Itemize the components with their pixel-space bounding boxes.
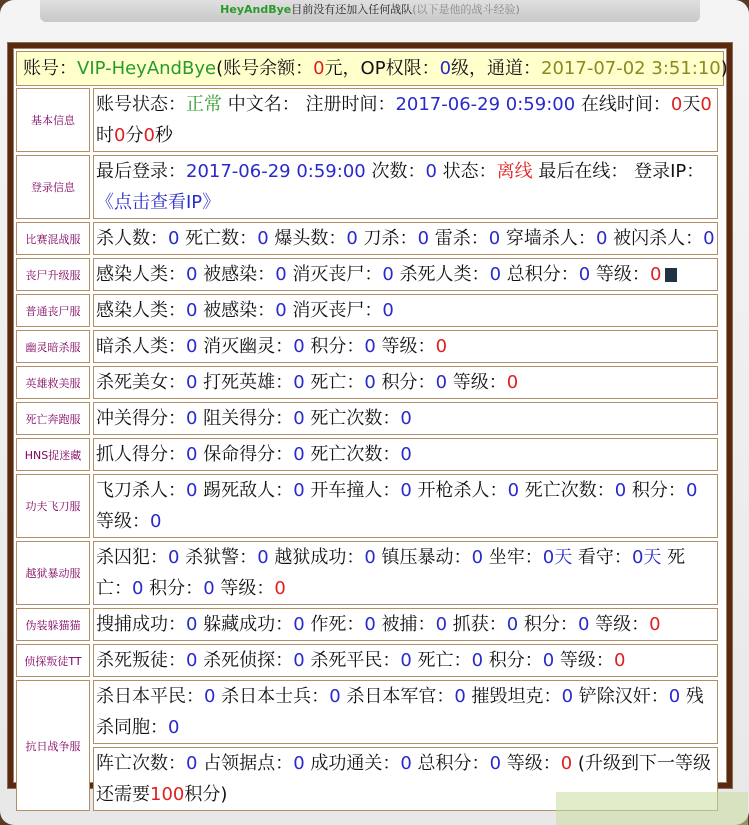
stat-text: 0 bbox=[613, 650, 626, 671]
stat-text: 消灭丧尸： bbox=[286, 264, 383, 285]
stat-text: 爆头数： bbox=[268, 228, 347, 249]
stat-text: 账号： bbox=[23, 58, 77, 79]
stat-text: 躲藏成功： bbox=[197, 614, 294, 635]
server-stats bbox=[93, 644, 718, 677]
stat-text: 0 bbox=[168, 547, 180, 568]
stat-text: 0 bbox=[186, 753, 198, 774]
server-stats bbox=[93, 330, 718, 363]
stat-text: 账号状态： bbox=[96, 94, 186, 115]
stat-text: 0 bbox=[257, 228, 269, 249]
team-status-bar bbox=[40, 0, 700, 22]
stat-text: 0 bbox=[275, 264, 287, 285]
stat-text: 0 bbox=[668, 686, 681, 707]
stat-text: 打死英雄： bbox=[197, 372, 294, 393]
stat-text: 消灭丧尸： bbox=[286, 300, 383, 321]
server-label: 英雄救美服 bbox=[16, 366, 90, 399]
stat-text: 0 bbox=[425, 161, 437, 182]
stat-text: 0 bbox=[168, 717, 180, 738]
player-model-icon bbox=[665, 268, 677, 282]
stat-text: 0 bbox=[293, 480, 305, 501]
stat-text: 踢死敌人： bbox=[197, 480, 294, 501]
stat-text: 0 bbox=[274, 578, 286, 599]
stat-text: 0 bbox=[542, 650, 555, 671]
stat-text: 积分： bbox=[483, 650, 543, 671]
stat-text: 0 bbox=[400, 408, 412, 429]
stat-text: 0 bbox=[293, 408, 305, 429]
stat-text: 0 bbox=[114, 125, 126, 146]
stat-text: 消灭幽灵： bbox=[197, 336, 294, 357]
stat-text: 天 bbox=[682, 94, 701, 115]
server-label: 普通丧尸服 bbox=[16, 294, 90, 327]
stat-text: 0 bbox=[506, 372, 519, 393]
stats-frame bbox=[7, 42, 733, 805]
team-status: 目前没有还加入任何战队 bbox=[291, 3, 413, 16]
table-row bbox=[16, 541, 718, 605]
stat-text: 搜捕成功： bbox=[96, 614, 186, 635]
table-row bbox=[16, 680, 718, 744]
stat-text: 0 bbox=[577, 614, 590, 635]
stats-table bbox=[13, 85, 721, 814]
stat-text: 0 bbox=[364, 547, 376, 568]
table-row bbox=[16, 474, 718, 538]
stat-text: 0天 bbox=[542, 547, 573, 568]
stat-text: 0 bbox=[186, 300, 198, 321]
stat-text: 0 bbox=[471, 650, 484, 671]
server-stats bbox=[93, 541, 718, 605]
stat-text: 冲关得分： bbox=[96, 408, 186, 429]
stat-text: VIP-HeyAndBye bbox=[77, 58, 217, 79]
table-row bbox=[16, 608, 718, 641]
stat-text: 0 bbox=[186, 480, 198, 501]
stat-text: 0 bbox=[382, 300, 394, 321]
table-row bbox=[16, 644, 718, 677]
stat-text: 0 bbox=[364, 614, 376, 635]
stat-text: 0 bbox=[346, 228, 358, 249]
stat-text: 被感染： bbox=[197, 264, 276, 285]
stat-text: 杀死美女： bbox=[96, 372, 186, 393]
stat-text: 0 bbox=[382, 264, 394, 285]
server-label: 登录信息 bbox=[16, 155, 90, 219]
stat-text: 阻关得分： bbox=[197, 408, 294, 429]
server-label: 比赛混战服 bbox=[16, 222, 90, 255]
stat-text: 抓人得分： bbox=[96, 444, 186, 465]
server-stats bbox=[93, 438, 718, 471]
stat-text: 中文名： 注册时间： bbox=[222, 94, 396, 115]
stat-text: 0 bbox=[186, 444, 198, 465]
stat-text: 感染人类： bbox=[96, 264, 186, 285]
server-stats bbox=[93, 294, 718, 327]
stat-text: 0 bbox=[649, 614, 661, 635]
stat-text: 最后在线： 登录IP： bbox=[532, 161, 705, 182]
stat-text: 杀死侦探： bbox=[197, 650, 294, 671]
stat-text: 暗杀人类： bbox=[96, 336, 186, 357]
stat-text: 0 bbox=[454, 686, 466, 707]
stat-text: 正常 bbox=[186, 94, 222, 115]
stat-text: 积分： bbox=[375, 372, 436, 393]
stat-text: 死亡： bbox=[96, 547, 686, 599]
stat-text: 0 bbox=[703, 228, 715, 249]
stat-text: 0 bbox=[595, 228, 608, 249]
stat-text: 0 bbox=[204, 686, 216, 707]
stat-text: 杀日本军官： bbox=[340, 686, 455, 707]
stat-text: 0 bbox=[506, 614, 519, 635]
stat-text: 作死： bbox=[304, 614, 365, 635]
stat-text: 0 bbox=[400, 753, 412, 774]
stat-text: 成功通关： bbox=[304, 753, 401, 774]
stat-text: 0 bbox=[293, 372, 305, 393]
server-label: 幽灵暗杀服 bbox=[16, 330, 90, 363]
stat-text: 离线 bbox=[496, 161, 533, 182]
stat-text: 0 bbox=[417, 228, 430, 249]
stat-text: 0 bbox=[186, 372, 198, 393]
stat-text: 杀囚犯： bbox=[96, 547, 168, 568]
server-label: 丧尸升级服 bbox=[16, 258, 90, 291]
stat-text: 0 bbox=[560, 753, 573, 774]
server-label: 抗日战争服 bbox=[16, 680, 90, 811]
stat-text: 0 bbox=[700, 94, 712, 115]
stat-text: 0 bbox=[685, 480, 698, 501]
stat-text: 死亡： bbox=[304, 372, 365, 393]
server-label: 基本信息 bbox=[16, 88, 90, 152]
server-stats bbox=[93, 402, 718, 435]
stat-text: 0 bbox=[670, 94, 683, 115]
stat-text: 杀死叛徒： bbox=[96, 650, 186, 671]
server-stats bbox=[93, 474, 718, 538]
stat-text: 0 bbox=[439, 58, 452, 79]
stat-text: 镇压暴动： bbox=[375, 547, 472, 568]
stat-text: 0 bbox=[293, 444, 305, 465]
stat-text: 杀狱警： bbox=[179, 547, 258, 568]
table-row bbox=[16, 222, 718, 255]
table-row bbox=[16, 155, 718, 219]
stat-text: 2017-06-29 0:59:00 bbox=[395, 94, 576, 115]
stat-text: 杀死人类： bbox=[393, 264, 490, 285]
stat-text: 分 bbox=[125, 125, 144, 146]
stat-text: 开枪杀人： bbox=[411, 480, 508, 501]
stat-text: 保命得分： bbox=[197, 444, 294, 465]
stat-text: 0 bbox=[275, 300, 287, 321]
stat-text: 元，OP权限： bbox=[324, 58, 440, 79]
stat-text: 积分) bbox=[184, 784, 228, 805]
table-row bbox=[16, 258, 718, 291]
stat-text: 越狱成功： bbox=[268, 547, 365, 568]
stat-text: 级，通道： bbox=[451, 58, 542, 79]
stat-text: 秒 bbox=[154, 125, 173, 146]
stat-text: 100 bbox=[150, 784, 185, 805]
account-header bbox=[16, 51, 728, 86]
server-stats bbox=[93, 222, 718, 255]
stat-text: 被闪杀人： bbox=[607, 228, 704, 249]
server-label: 伪装躲猫猫 bbox=[16, 608, 90, 641]
stat-text: 0天 bbox=[631, 547, 662, 568]
stat-text: 穿墙杀人： bbox=[500, 228, 596, 249]
stat-text: 0 bbox=[132, 578, 144, 599]
stat-text: 残杀同胞： bbox=[96, 686, 704, 738]
stat-text: 等级： bbox=[589, 614, 650, 635]
stat-text: 0 bbox=[313, 58, 325, 79]
stat-text: 0 bbox=[507, 480, 520, 501]
stat-text: 0 bbox=[143, 125, 155, 146]
stat-text: 0 bbox=[578, 264, 591, 285]
server-stats bbox=[93, 608, 718, 641]
stat-text: ) bbox=[720, 58, 728, 79]
stat-text: 死亡次数： bbox=[304, 444, 401, 465]
stat-text: 0 bbox=[203, 578, 215, 599]
stat-text: 总积分： bbox=[411, 753, 490, 774]
stat-text: 坐牢： bbox=[483, 547, 543, 568]
stat-text: 0 bbox=[488, 228, 501, 249]
stat-text: 0 bbox=[435, 372, 448, 393]
stat-text: 总积分： bbox=[501, 264, 579, 285]
team-note: (以下是他的战斗经验) bbox=[412, 3, 520, 16]
stat-text: 死亡数： bbox=[179, 228, 258, 249]
stat-text: 积分： bbox=[626, 480, 686, 501]
stat-text: 等级： bbox=[501, 753, 561, 774]
stat-text: 0 bbox=[293, 614, 305, 635]
stat-text: 0 bbox=[293, 336, 305, 357]
stat-text: 0 bbox=[561, 686, 574, 707]
stat-text: 杀日本士兵： bbox=[215, 686, 330, 707]
stat-text: 死亡： bbox=[411, 650, 472, 671]
stat-text: 等级： bbox=[375, 336, 436, 357]
stat-text: 积分： bbox=[518, 614, 578, 635]
table-row bbox=[16, 330, 718, 363]
stat-text: 等级： bbox=[447, 372, 507, 393]
server-stats bbox=[93, 680, 718, 744]
stat-text: 0 bbox=[471, 547, 484, 568]
stat-text: 在线时间： bbox=[575, 94, 671, 115]
stat-text: 雷杀： bbox=[429, 228, 489, 249]
stat-text: 0 bbox=[364, 336, 376, 357]
stat-text: 等级： bbox=[590, 264, 650, 285]
stat-text: 等级： bbox=[554, 650, 614, 671]
stat-text: 阵亡次数： bbox=[96, 753, 186, 774]
server-stats bbox=[93, 258, 718, 291]
stat-text: 0 bbox=[649, 264, 662, 285]
stat-text: 0 bbox=[489, 753, 502, 774]
server-stats bbox=[93, 88, 718, 152]
stat-text: 0 bbox=[150, 511, 162, 532]
view-ip-link[interactable]: 《点击查看IP》 bbox=[96, 192, 221, 213]
stat-text: 时 bbox=[96, 125, 114, 146]
stat-text: 杀人数： bbox=[96, 228, 168, 249]
stat-text: 铲除汉奸： bbox=[573, 686, 669, 707]
server-label: 侦探叛徒TT bbox=[16, 644, 90, 677]
stat-text: 摧毁坦克： bbox=[465, 686, 562, 707]
stats-inner bbox=[13, 48, 728, 805]
stat-text: 等级： bbox=[214, 578, 275, 599]
stat-text: 0 bbox=[400, 480, 412, 501]
stat-text: 0 bbox=[186, 614, 198, 635]
stat-text: 0 bbox=[293, 753, 305, 774]
stat-text: 0 bbox=[435, 336, 448, 357]
server-label: HNS捉迷藏 bbox=[16, 438, 90, 471]
stat-text: 感染人类： bbox=[96, 300, 186, 321]
table-row bbox=[16, 294, 718, 327]
stat-text: (升级到下一等级还需要 bbox=[96, 753, 711, 805]
stat-text: 0 bbox=[329, 686, 341, 707]
stat-text: 抓获： bbox=[447, 614, 507, 635]
stat-text: 0 bbox=[614, 480, 627, 501]
stat-text: 0 bbox=[186, 408, 198, 429]
server-label: 死亡奔跑服 bbox=[16, 402, 90, 435]
stat-text: 死亡次数： bbox=[304, 408, 401, 429]
stat-text: 状态： bbox=[436, 161, 497, 182]
stat-text: 积分： bbox=[304, 336, 365, 357]
table-row bbox=[16, 88, 718, 152]
stat-text: 2017-06-29 0:59:00 bbox=[186, 161, 366, 182]
stat-text: 等级： bbox=[96, 511, 150, 532]
stat-text: 0 bbox=[400, 444, 412, 465]
stat-text: 0 bbox=[400, 650, 412, 671]
server-stats bbox=[93, 366, 718, 399]
server-label: 功夫飞刀服 bbox=[16, 474, 90, 538]
stat-text: 0 bbox=[435, 614, 448, 635]
stat-text: 0 bbox=[186, 264, 198, 285]
stat-text: 积分： bbox=[143, 578, 204, 599]
stat-text: 0 bbox=[489, 264, 502, 285]
stat-text: 被感染： bbox=[197, 300, 276, 321]
server-label: 越狱暴动服 bbox=[16, 541, 90, 605]
stat-text: 占领据点： bbox=[197, 753, 294, 774]
stat-text: 0 bbox=[364, 372, 376, 393]
stat-text: 被捕： bbox=[375, 614, 436, 635]
stat-text: 死亡次数： bbox=[519, 480, 615, 501]
stat-text: (账号余额： bbox=[216, 58, 314, 79]
stat-text: 杀日本平民： bbox=[96, 686, 204, 707]
stat-text: 2017-07-02 3:51:10 bbox=[541, 58, 721, 79]
stat-text: 看守： bbox=[572, 547, 632, 568]
stat-text: 刀杀： bbox=[357, 228, 418, 249]
stat-text: 0 bbox=[168, 228, 180, 249]
stat-text: 0 bbox=[257, 547, 269, 568]
watermark-logo bbox=[556, 792, 748, 825]
table-row bbox=[16, 438, 718, 471]
stat-text: 杀死平民： bbox=[304, 650, 401, 671]
stat-text: 0 bbox=[186, 650, 198, 671]
table-row bbox=[16, 402, 718, 435]
stat-text: 飞刀杀人： bbox=[96, 480, 186, 501]
stat-text: 0 bbox=[186, 336, 198, 357]
stat-text: 最后登录： bbox=[96, 161, 186, 182]
stat-text: 次数： bbox=[365, 161, 426, 182]
player-name: HeyAndBye bbox=[220, 3, 292, 16]
stat-text: 0 bbox=[293, 650, 305, 671]
server-stats bbox=[93, 155, 718, 219]
stat-text: 开车撞人： bbox=[304, 480, 401, 501]
table-row bbox=[16, 366, 718, 399]
